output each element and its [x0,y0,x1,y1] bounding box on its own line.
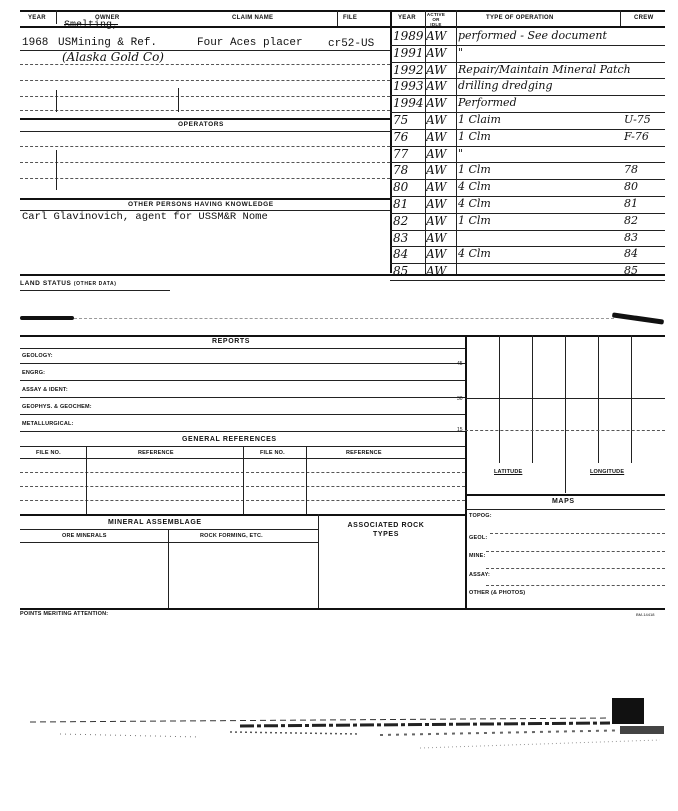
header-type-of-operation: TYPE OF OPERATION [486,15,554,21]
points-meriting-attention: POINTS MERITING ATTENTION: [20,611,109,617]
activity-operation: 1 Clm [458,129,491,143]
activity-operation: performed - See document [458,29,607,42]
record-file: cr52-US [328,38,375,50]
reports-heading: REPORTS [212,338,251,345]
activity-status: AW [426,96,447,111]
activity-year: 84 [393,247,409,262]
header-active-or-idle: ACTIVE OR IDLE [426,12,446,27]
mineral-header-ore: ORE MINERALS [62,533,107,539]
maps-topog: TOPOG: [469,513,492,519]
activity-year: 85 [393,264,409,279]
activity-year: 1989 [393,29,424,43]
maps-other-photos: OTHER (& PHOTOS) [469,590,526,596]
activity-status: AW [426,62,447,77]
activity-year: 82 [393,213,409,228]
report-engrg: ENGRG: [22,370,46,376]
activity-status: AW [426,163,447,178]
activity-status: AW [426,113,447,127]
activity-year: 76 [393,129,409,144]
general-references-heading: GENERAL REFERENCES [182,436,277,443]
header-claim-name: CLAIM NAME [232,15,274,21]
record-owner: USMining & Ref. [58,37,158,49]
report-metallurgical-number: 15 [457,427,463,433]
activity-year: 1994 [393,96,424,111]
mineral-assemblage-heading: MINERAL ASSEMBLAGE [108,519,202,526]
maps-geol: GEOL: [469,535,488,541]
record-owner-note: (Alaska Gold Co) [62,50,164,64]
activity-year: 78 [393,163,409,178]
activity-year: 1992 [393,62,424,77]
operators-heading: OPERATORS [178,121,224,128]
activity-crew: U-75 [624,113,651,126]
ref-header-reference-1: REFERENCE [138,450,174,456]
mineral-header-rock-forming: ROCK FORMING, ETC. [200,533,263,539]
header-owner: OWNER [95,15,120,21]
longitude-label: LONGITUDE [590,469,625,475]
activity-status: AW [426,146,447,161]
latitude-label: LATITUDE [494,469,523,475]
activity-crew: 84 [624,247,638,261]
ref-header-reference-2: REFERENCE [346,450,382,456]
activity-status: AW [426,29,447,43]
report-assay-ident: ASSAY & IDENT: [22,387,68,393]
activity-column-divider [425,26,426,274]
maps-mine: MINE: [469,553,486,559]
activity-status: AW [426,79,447,94]
activity-operation: 1 Clm [458,213,491,227]
activity-status: AW [426,45,447,60]
activity-year: 1993 [393,79,424,94]
activity-crew: 83 [624,230,638,244]
activity-crew: F-76 [624,129,649,143]
maps-heading: MAPS [552,498,575,505]
activity-year: 75 [393,113,409,127]
ref-header-file-no-2: FILE NO. [260,450,285,456]
activity-status: AW [426,264,447,279]
activity-operation: 4 Clm [458,197,491,210]
land-status-heading [20,280,116,287]
activity-status: AW [426,230,447,245]
activity-operation: 4 Clm [458,180,491,194]
maps-assay: ASSAY: [469,572,491,578]
record-year: 1968 [22,37,49,49]
activity-crew: 78 [624,163,638,177]
scan-noise [0,690,678,790]
header-file: FILE [343,15,358,21]
activity-status: AW [426,197,447,211]
other-persons-heading: OTHER PERSONS HAVING KNOWLEDGE [128,201,274,208]
activity-year: 1991 [393,45,424,60]
activity-column-divider [456,26,457,274]
land-status-sub: (OTHER DATA) [73,281,117,287]
report-geophys-geochem: GEOPHYS. & GEOCHEM: [22,404,92,410]
activity-year: 81 [393,197,409,211]
activity-operation: Repair/Maintain Mineral Patch [458,62,631,76]
report-geophys-number: 30 [457,396,463,402]
activity-operation: 1 Claim [458,113,501,126]
activity-year: 80 [393,180,409,195]
header-crew: CREW [634,15,654,21]
form-number: BM-14418 [636,612,655,617]
activity-operation: " [458,146,464,160]
activity-status: AW [426,213,447,228]
activity-status: AW [426,129,447,144]
other-persons-value: Carl Glavinovich, agent for USSM&R Nome [22,211,268,223]
activity-crew: 85 [624,264,638,278]
land-status-label: LAND STATUS [20,280,72,287]
header-year: YEAR [28,15,46,21]
report-engrg-number: 45 [457,361,463,367]
owner-struck-text: Smelting, [64,20,119,31]
activity-year: 77 [393,146,409,161]
ref-header-file-no-1: FILE NO. [36,450,61,456]
activity-operation: " [458,45,464,59]
record-claim-name: Four Aces placer [197,37,303,49]
activity-crew: 81 [624,197,638,210]
report-geology: GEOLOGY: [22,353,53,359]
activity-year: 83 [393,230,409,245]
activity-operation: 1 Clm [458,163,491,177]
header-year-2: YEAR [398,15,416,21]
activity-row-divider [390,280,665,281]
activity-operation: drilling dredging [458,79,553,93]
activity-crew: 80 [624,180,638,194]
activity-operation: 4 Clm [458,247,491,261]
report-metallurgical: METALLURGICAL: [22,421,74,427]
activity-crew: 82 [624,213,638,227]
activity-status: AW [426,180,447,195]
associated-rock-types-heading: ASSOCIATED ROCK TYPES [347,522,425,538]
activity-operation: Performed [458,96,517,110]
activity-status: AW [426,247,447,262]
